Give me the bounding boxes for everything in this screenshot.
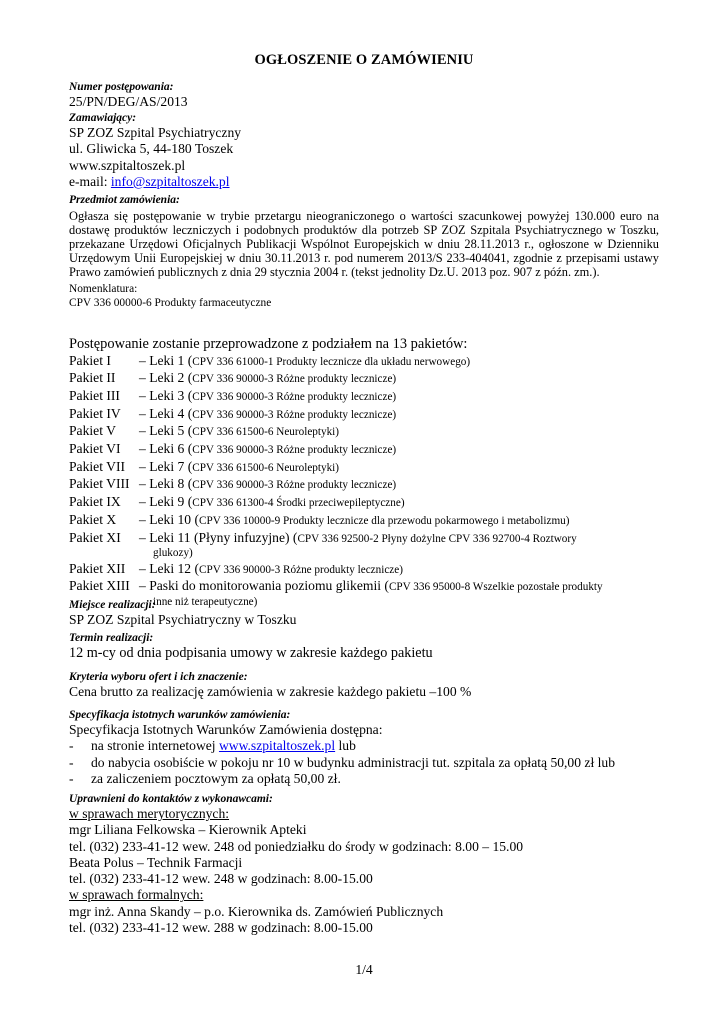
merit-heading: w sprawach merytorycznych: (69, 806, 230, 821)
package-desc (139, 388, 659, 406)
package-main: – Leki 1 ( (139, 352, 193, 368)
spec-label: Specyfikacja istotnych warunków zamówienia: (69, 709, 291, 721)
package-desc (139, 530, 659, 548)
package-cpv: CPV 336 90000-3 Różne produkty lecznicze) (192, 373, 397, 386)
bullet-text (91, 738, 356, 754)
case-number-label: Numer postępowania: (69, 81, 174, 93)
package-main: – Leki 5 ( (139, 423, 193, 439)
spec-bullet-post (69, 771, 659, 787)
package-cpv: CPV 336 90000-3 Różne produkty lecznicze) (192, 444, 397, 457)
package-cpv-continuation: glukozy) (153, 547, 193, 560)
package-name: Pakiet VIII (69, 476, 130, 492)
formal-heading: w sprawach formalnych: (69, 887, 204, 903)
package-row (69, 530, 659, 548)
package-row (69, 578, 659, 596)
package-cpv: CPV 336 90000-3 Różne produkty lecznicze) (199, 563, 403, 576)
package-main: – Leki 8 ( (139, 476, 193, 492)
package-name: Pakiet I (69, 352, 111, 368)
spec-bullet-website (69, 738, 659, 754)
package-desc (139, 459, 659, 477)
package-name: Pakiet XIII (69, 578, 130, 594)
package-name: Pakiet V (69, 423, 116, 439)
orderer-label: Zamawiający: (69, 112, 137, 124)
case-number-value: 25/PN/DEG/AS/2013 (69, 94, 188, 109)
package-cpv: CPV 336 61500-6 Neuroleptyki) (192, 461, 340, 474)
spec-website-link[interactable]: www.szpitaltoszek.pl (218, 738, 336, 754)
package-row (69, 494, 659, 512)
package-cpv: CPV 336 61000-1 Produkty lecznicze dla układu nerwowego) (192, 355, 471, 368)
package-cpv: CPV 336 90000-3 Różne produkty lecznicze) (192, 479, 397, 492)
package-row (69, 459, 659, 477)
criteria-label: Kryteria wyboru ofert i ich znaczenie: (69, 671, 248, 683)
bullet-dash: - (69, 754, 74, 770)
subject-label: Przedmiot zamówienia: (69, 194, 180, 206)
package-desc (139, 494, 659, 512)
package-row (69, 370, 659, 388)
location-label: Miejsce realizacji: (69, 599, 156, 611)
package-main: – Leki 11 (Płyny infuzyjne) ( (139, 529, 298, 545)
package-desc (139, 423, 659, 441)
criteria-section (69, 670, 659, 700)
contact-2-tel: tel. (032) 233-41-12 wew. 248 w godzinach: 8.00-15.00 (69, 871, 373, 887)
package-main: – Leki 3 ( (139, 387, 193, 403)
package-row (69, 388, 659, 406)
package-cpv: CPV 336 10000-9 Produkty lecznicze dla przewodu pokarmowego i metabolizmu) (199, 514, 570, 527)
orderer-address: ul. Gliwicka 5, 44-180 Toszek (69, 141, 234, 157)
orderer-name: SP ZOZ Szpital Psychiatryczny (69, 125, 242, 140)
criteria-value: Cena brutto za realizację zamówienia w zakresie każdego pakietu –100 % (69, 684, 472, 699)
package-desc (139, 406, 659, 424)
package-cpv-continuation: inne niż terapeutyczne) (153, 596, 258, 609)
orderer-website: www.szpitaltoszek.pl (69, 157, 186, 173)
package-name: Pakiet II (69, 370, 116, 386)
package-desc (139, 476, 659, 494)
package-cpv: CPV 336 90000-3 Różne produkty lecznicze) (192, 408, 397, 421)
package-row (69, 512, 659, 530)
location-section (69, 598, 659, 628)
package-desc (139, 561, 659, 579)
package-name: Pakiet XII (69, 560, 126, 576)
package-name: Pakiet X (69, 511, 117, 527)
location-value: SP ZOZ Szpital Psychiatryczny w Toszku (69, 612, 297, 627)
package-desc (139, 512, 659, 530)
term-section (69, 631, 659, 661)
bullet-dash: - (69, 738, 74, 754)
spec-section (69, 708, 659, 787)
package-main: – Leki 7 ( (139, 458, 193, 474)
package-name: Pakiet XI (69, 529, 121, 545)
orderer-section (69, 111, 659, 190)
package-cpv: CPV 336 90000-3 Różne produkty lecznicze) (192, 390, 397, 403)
bullet-text-pre: na stronie internetowej (91, 738, 219, 754)
bullet-text: za zaliczeniem pocztowym za opłatą 50,00 zł. (91, 770, 341, 786)
page-number: 1/4 (355, 962, 373, 977)
contact-1-tel: tel. (032) 233-41-12 wew. 248 od poniedziałku do środy w godzinach: 8.00 – 15.00 (69, 838, 524, 854)
email-link[interactable]: info@szpitaltoszek.pl (110, 173, 230, 189)
bullet-text-post: lub (335, 738, 356, 754)
package-cpv: CPV 336 61500-6 Neuroleptyki) (192, 426, 340, 439)
contact-3-tel: tel. (032) 233-41-12 wew. 288 w godzinach: 8.00-15.00 (69, 920, 373, 936)
nomenclature-label: Nomenklatura: (69, 283, 138, 295)
term-value: 12 m-cy od dnia podpisania umowy w zakresie każdego pakietu (69, 645, 433, 661)
contacts-label: Uprawnieni do kontaktów z wykonawcami: (69, 793, 273, 805)
email-prefix: e-mail: (69, 173, 111, 189)
package-cpv: CPV 336 61300-4 Środki przeciwepileptyczne) (192, 497, 405, 510)
package-cpv: CPV 336 95000-8 Wszelkie pozostałe produkty (388, 581, 603, 594)
page-title: OGŁOSZENIE O ZAMÓWIENIU (254, 52, 474, 68)
package-desc (139, 578, 659, 596)
package-row (69, 441, 659, 459)
packages-list (69, 353, 659, 610)
contact-3-name: mgr inż. Anna Skandy – p.o. Kierownika ds. Zamówień Publicznych (69, 903, 444, 919)
orderer-email-line (69, 174, 659, 190)
package-main: – Leki 9 ( (139, 494, 193, 510)
package-desc (139, 441, 659, 459)
packages-section (69, 336, 659, 610)
package-main: – Leki 12 ( (139, 560, 200, 576)
nomenclature-value: CPV 336 00000-6 Produkty farmaceutyczne (69, 296, 272, 309)
package-main: – Leki 4 ( (139, 405, 193, 421)
subject-section (69, 193, 659, 310)
package-row (69, 476, 659, 494)
package-row (69, 406, 659, 424)
package-row (69, 561, 659, 579)
package-row (69, 423, 659, 441)
package-desc (139, 370, 659, 388)
contact-1-name: mgr Liliana Felkowska – Kierownik Apteki (69, 822, 307, 838)
bullet-text: do nabycia osobiście w pokoju nr 10 w budynku administracji tut. szpitala za opłatą 50,00 zł lub (91, 754, 616, 770)
package-cpv: CPV 336 92500-2 Płyny dożylne CPV 336 92700-4 Roztwory (297, 532, 577, 545)
package-main: – Leki 10 ( (139, 511, 200, 527)
contact-2-name: Beata Polus – Technik Farmacji (69, 854, 243, 870)
package-name: Pakiet IX (69, 494, 121, 510)
package-row (69, 353, 659, 371)
term-label: Termin realizacji: (69, 632, 154, 644)
package-main: – Leki 6 ( (139, 441, 193, 457)
package-desc (139, 353, 659, 371)
spec-intro: Specyfikacja Istotnych Warunków Zamówienia dostępna: (69, 722, 383, 737)
package-name: Pakiet III (69, 387, 120, 403)
contacts-section (69, 792, 659, 936)
case-number-section (69, 80, 659, 110)
package-name: Pakiet VI (69, 441, 121, 457)
packages-intro: Postępowanie zostanie przeprowadzone z podziałem na 13 pakietów: (69, 336, 468, 352)
spec-bullet-in-person (69, 755, 659, 771)
package-name: Pakiet VII (69, 458, 126, 474)
package-name: Pakiet IV (69, 405, 121, 421)
package-main: – Paski do monitorowania poziomu glikemii ( (139, 578, 389, 594)
subject-text: Ogłasza się postępowanie w trybie przetargu nieograniczonego o wartości szacunkowej powyżej 130.000 euro na dostawę produktów leczniczych i podobnych produktów dla potrzeb SP ZOZ Szpitala Psychiatrycznego w Toszku, przekazane Urzędowi Oficjalnych Publikacji Wspólnot Europejskich w dniu 28.11.2013 r., ogłoszone w Dzienniku Urzędowym Unii Europejskiej w dniu 30.11.2013 r. pod numerem 2013/S 233-404041, zgodnie z przepisami ustawy Prawo zamówień publicznych z dnia 29 stycznia 2004 r. (tekst jednolity Dz.U. 2013 poz. 907 z późn. zm.). (69, 209, 659, 279)
bullet-dash: - (69, 770, 74, 786)
package-main: – Leki 2 ( (139, 370, 193, 386)
